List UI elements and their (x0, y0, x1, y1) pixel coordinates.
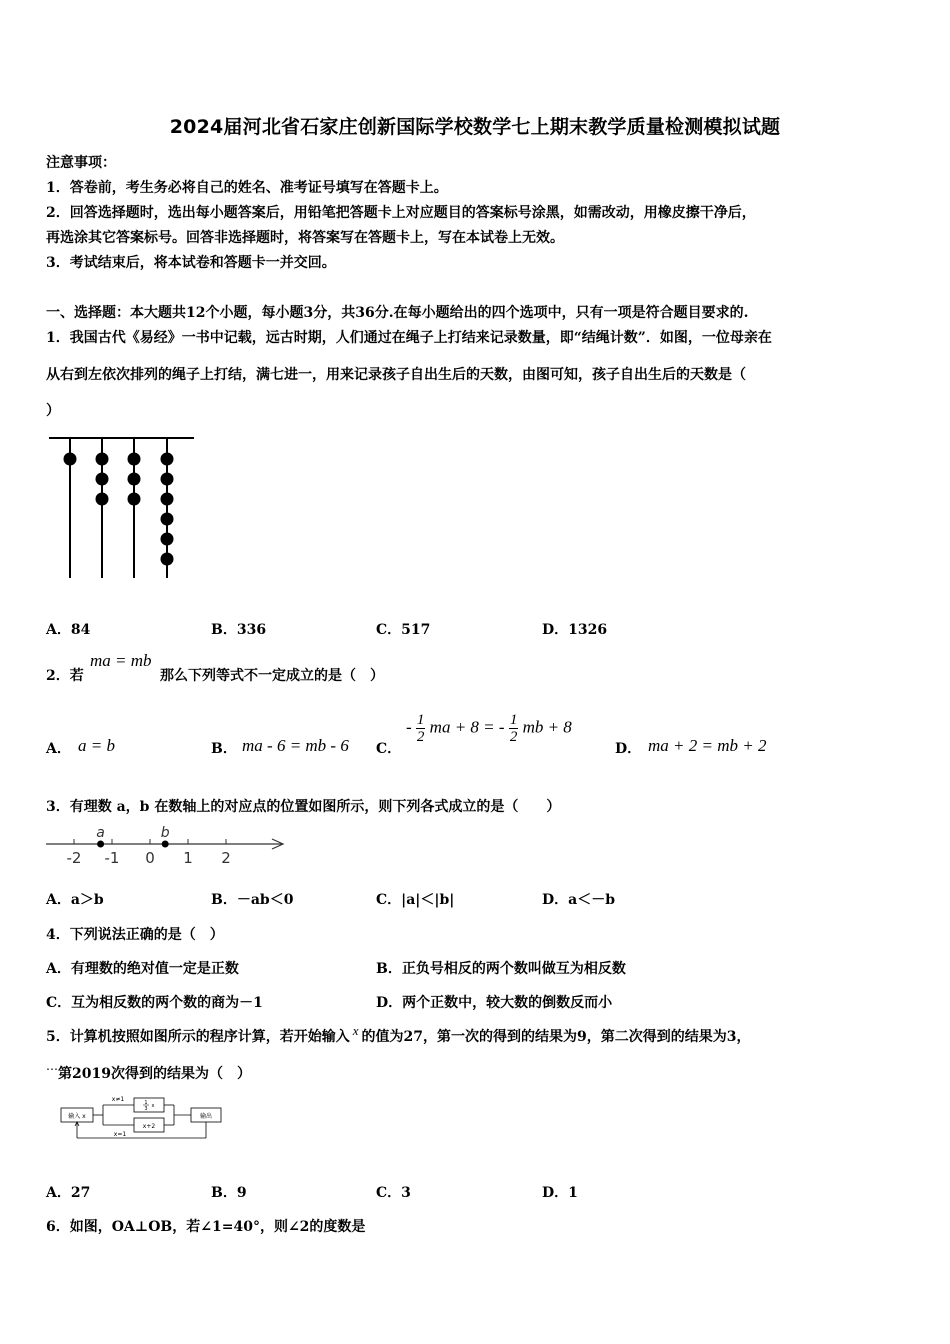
q2-c-minus: - (406, 717, 412, 737)
q2-condition: ma = mb (90, 651, 152, 670)
q1-text-line1: 1．我国古代《易经》一书中记载，远古时期，人们通过在绳子上打结来记录数量，即“结绳计数”．如图，一位母亲在 (46, 330, 772, 346)
q4-text: 4．下列说法正确的是（ ） (46, 927, 224, 943)
q1-text-line2: 从右到左依次排列的绳子上打结，满七进一，用来记录孩子自出生后的天数，由图可知，孩子自出生后的天数是（ (46, 367, 746, 383)
q5-option-c[interactable]: C．3 (376, 1185, 411, 1201)
q2-c-part2: mb + 8 (522, 717, 572, 737)
q5-line1-post: 的值为27，第一次的得到的结果为9，第二次得到的结果为3， (361, 1029, 751, 1045)
knot (161, 473, 174, 486)
frac-den: 2 (509, 729, 518, 745)
knot (128, 473, 141, 486)
notice-item-1: 1．答卷前，考生务必将自己的姓名、准考证号填写在答题卡上。 (46, 180, 448, 196)
knot (161, 453, 174, 466)
q4-option-d[interactable]: D．两个正数中，较大数的倒数反而小 (376, 995, 613, 1011)
frac-den: 2 (416, 729, 425, 745)
notice-item-3: 3．考试结束后，将本试卷和答题卡一并交回。 (46, 255, 336, 271)
q5-line2: 第2019次得到的结果为（ ） (58, 1066, 251, 1082)
q5-option-d[interactable]: D．1 (542, 1185, 578, 1201)
q3-option-a[interactable]: A．a＞b (46, 892, 104, 908)
notice-item-2-cont: 再选涂其它答案标号。回答非选择题时，将答案写在答题卡上，写在本试卷上无效。 (46, 230, 564, 246)
q5-text-line1 (46, 1023, 751, 1046)
q4-option-c[interactable]: C．互为相反数的两个数的商为－1 (46, 995, 263, 1011)
knot (96, 493, 109, 506)
q2-label-a[interactable]: A． (46, 741, 71, 757)
q4-option-a[interactable]: A．有理数的绝对值一定是正数 (46, 961, 239, 977)
flow-cond-top: x≠1 (111, 1096, 125, 1103)
knot (128, 493, 141, 506)
q5-variable: x (352, 1023, 359, 1038)
number-line-figure (44, 822, 290, 868)
knot (161, 533, 174, 546)
knot (161, 513, 174, 526)
q1-option-c[interactable]: C．517 (376, 622, 431, 638)
knot (96, 473, 109, 486)
q3-option-c[interactable]: C．|a|＜|b| (376, 892, 455, 908)
q6-text: 6．如图，OA⊥OB，若∠1=40°，则∠2的度数是 (46, 1219, 366, 1235)
q5-text-line2 (46, 1063, 251, 1083)
q2-label-d[interactable]: D． (615, 741, 642, 757)
axis-tick-label: -2 (66, 849, 82, 867)
q3-option-b[interactable]: B．－ab＜0 (211, 892, 294, 908)
section-heading: 一、选择题：本大题共12个小题，每小题3分，共36分.在每小题给出的四个选项中，只有一项是符合题目要求的. (46, 305, 749, 321)
flow-output-label: 输出 (199, 1113, 213, 1120)
axis-tick-label: -1 (104, 849, 120, 867)
flow-input-label: 输入 x (68, 1113, 86, 1120)
q2-option-a[interactable]: a = b (78, 736, 115, 755)
flow-box-bottom-label: x+2 (142, 1123, 156, 1130)
q2-c-part1: ma + 8 = - (429, 717, 505, 737)
q1-option-d[interactable]: D．1326 (542, 622, 608, 638)
q2-label-b[interactable]: B． (211, 741, 237, 757)
knot (161, 553, 174, 566)
knot (96, 453, 109, 466)
point-b (162, 841, 169, 848)
q2-suffix: 那么下列等式不一定成立的是（ ） (160, 668, 384, 684)
knot-rope-figure (46, 430, 198, 582)
point-a (97, 841, 104, 848)
knot (64, 453, 77, 466)
axis-tick-label: 2 (221, 849, 231, 867)
program-flowchart (58, 1094, 226, 1144)
flow-box-top-var: x (151, 1103, 155, 1109)
q2-prefix: 2．若 (46, 668, 84, 684)
q3-option-d[interactable]: D．a＜－b (542, 892, 616, 908)
q3-text: 3．有理数 a，b 在数轴上的对应点的位置如图所示，则下列各式成立的是（ ） (46, 799, 561, 815)
notice-heading: 注意事项： (46, 155, 116, 171)
q2-option-c[interactable] (406, 712, 572, 745)
point-b-label: b (160, 825, 170, 841)
q2-option-d[interactable]: ma + 2 = mb + 2 (648, 736, 767, 755)
frac-num: 1 (509, 712, 518, 728)
q1-option-b[interactable]: B．336 (211, 622, 267, 638)
flow-cond-bottom: x=1 (113, 1131, 127, 1138)
knot (161, 493, 174, 506)
q2-option-b[interactable]: ma - 6 = mb - 6 (242, 736, 349, 755)
q5-option-a[interactable]: A．27 (46, 1185, 91, 1201)
q1-text-line3: ） (46, 403, 60, 419)
q5-dots: ⋯ (46, 1062, 58, 1076)
q2-c-frac-1 (416, 712, 426, 745)
q1-option-a[interactable]: A．84 (46, 622, 91, 638)
notice-item-2: 2．回答选择题时，选出每小题答案后，用铅笔把答题卡上对应题目的答案标号涂黑，如需改动，用橡皮擦干净后， (46, 205, 756, 221)
q2-c-frac-2 (509, 712, 519, 745)
q5-line1-pre: 5．计算机按照如图所示的程序计算，若开始输入 (46, 1029, 350, 1045)
frac-num: 1 (416, 712, 425, 728)
q4-option-b[interactable]: B．正负号相反的两个数叫做互为相反数 (376, 961, 626, 977)
flow-box-top-den: 3 (144, 1106, 148, 1112)
page-title: 2024届河北省石家庄创新国际学校数学七上期末教学质量检测模拟试题 (169, 116, 781, 138)
flow-box-top-num: 1 (144, 1100, 148, 1106)
knot (128, 453, 141, 466)
q5-option-b[interactable]: B．9 (211, 1185, 247, 1201)
point-a-label: a (96, 825, 105, 841)
q2-label-c[interactable]: C． (376, 741, 402, 757)
axis-tick-label: 0 (145, 849, 155, 867)
axis-tick-label: 1 (183, 849, 193, 867)
